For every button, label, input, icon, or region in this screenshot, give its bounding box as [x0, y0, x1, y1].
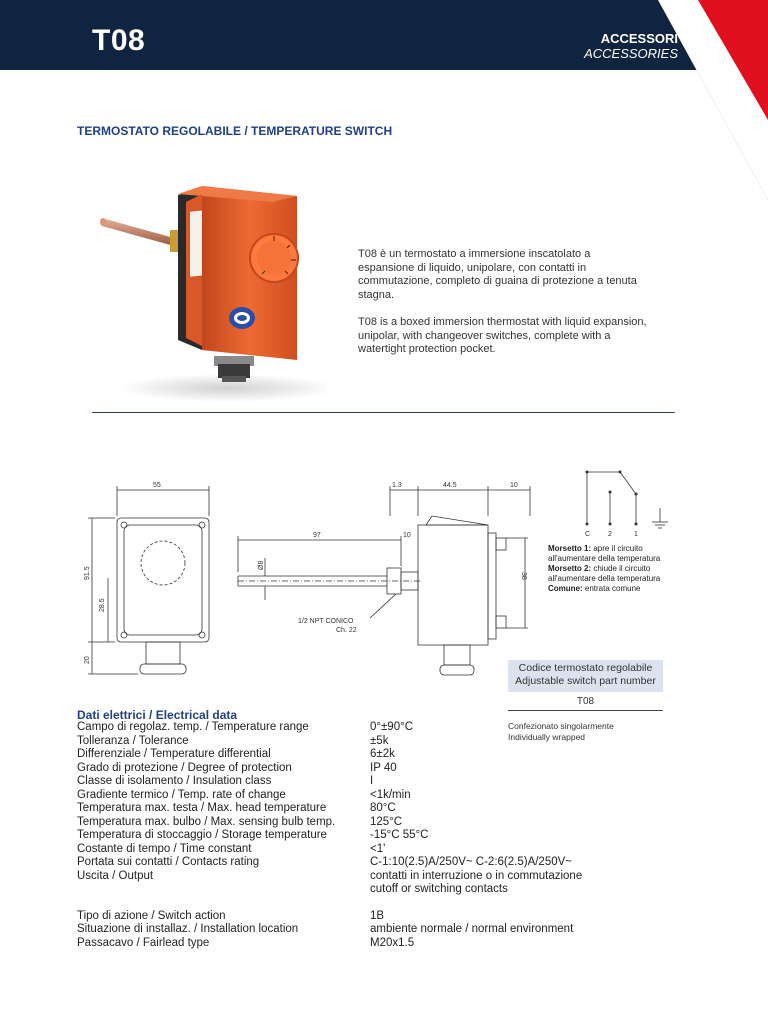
specs-table: [77, 721, 597, 950]
legend-m1-label: Morsetto 1:: [548, 544, 592, 553]
spec-value: C-1:10(2.5)A/250V~ C-2:6(2.5)A/250V~: [370, 856, 573, 868]
spec-value: contatti in interruzione o in commutazione cutoff or switching contacts: [370, 869, 583, 895]
dim-side-2: 44.5: [443, 482, 457, 489]
dim-front-bottom: 20: [84, 656, 91, 664]
spec-row: [77, 762, 597, 776]
spec-label: Temperatura max. testa / Max. head temperature: [77, 802, 327, 814]
product-title: TERMOSTATO REGOLABILE / TEMPERATURE SWITCH: [77, 124, 393, 138]
description-it: T08 è un termostato a immersione inscatolato a espansione di liquido, unipolare, con contatti in commutazione, completo di guaina di protezione a tenuta stagna.: [358, 248, 637, 301]
spec-label: Campo di regolaz. temp. / Temperature range: [77, 721, 309, 733]
wrench-label: Ch. 22: [336, 627, 357, 634]
spec-label: Portata sui contatti / Contacts rating: [77, 856, 260, 868]
corner-decoration: [658, 0, 768, 200]
spec-value: ±5k: [370, 734, 389, 747]
spec-label: Tipo di azione / Switch action: [77, 909, 226, 922]
spec-label: Costante di tempo / Time constant: [77, 842, 252, 855]
spec-value: <1': [370, 842, 386, 855]
spec-row: [77, 923, 597, 937]
spec-label: Classe di isolamento / Insulation class: [77, 775, 272, 787]
category-it: ACCESSORI: [600, 31, 678, 46]
dim-front-width: 55: [153, 482, 161, 489]
spec-value: 125°C: [370, 815, 403, 828]
specs-title: Dati elettrici / Electrical data: [77, 708, 238, 722]
product-code: T08: [92, 24, 146, 57]
dim-side-height: 38: [520, 572, 527, 580]
legend-m1-text: apre il circuito all'aumentare della temperatura: [548, 544, 661, 563]
spec-row: [77, 735, 597, 749]
spec-row: [77, 829, 597, 843]
part-number-value: T08: [576, 696, 595, 707]
part-number-divider: [508, 710, 663, 711]
spec-row: [77, 856, 597, 870]
description: [358, 248, 648, 371]
spec-row: [77, 843, 597, 857]
dim-side-3: 10: [510, 482, 518, 489]
spec-value: IP 40: [370, 761, 397, 774]
spec-row: [77, 816, 597, 830]
spec-label: Uscita / Output: [77, 869, 154, 882]
spec-label: Grado di protezione / Degree of protection: [77, 761, 292, 774]
spec-row: [77, 870, 597, 897]
dim-bulb-diameter: Ø8: [258, 560, 265, 570]
dim-bulb-length: 97: [313, 532, 321, 539]
spec-label: Passacavo / Fairlead type: [77, 936, 210, 949]
spec-label: Temperatura di stoccaggio / Storage temperature: [77, 829, 327, 841]
legend-common-text: entrata comune: [582, 584, 641, 593]
packaging-note-it: Confezionato singolarmente: [508, 721, 614, 731]
spec-value: <1k/min: [370, 788, 411, 801]
spec-row: [77, 721, 597, 735]
spec-label: Gradiente termico / Temp. rate of change: [77, 788, 286, 801]
dim-bulb-offset: 10: [403, 532, 411, 539]
part-number-header: Codice termostato regolabile Adjustable switch part number: [508, 660, 663, 692]
section-divider: [92, 412, 675, 413]
thermostat-photo: [92, 150, 327, 410]
legend-m2-text: chiude il circuito all'aumentare della temperatura: [548, 564, 661, 583]
terminal-1: 1: [634, 531, 638, 538]
spec-row: [77, 775, 597, 789]
spec-value: 80°C: [370, 802, 396, 814]
terminal-legend: [548, 544, 673, 594]
spec-row: [77, 910, 597, 924]
spec-value: I: [370, 775, 374, 787]
spec-value: 6±2k: [370, 748, 395, 760]
legend-common-label: Comune:: [548, 584, 583, 593]
thread-label: 1/2 NPT CONICO: [298, 618, 354, 625]
dim-side-1: 1.3: [392, 482, 402, 489]
spec-row: [77, 748, 597, 762]
spec-label: Tolleranza / Tolerance: [77, 734, 189, 747]
spec-value: ambiente normale / normal environment: [370, 923, 574, 935]
legend-m2-label: Morsetto 2:: [548, 564, 592, 573]
terminal-c: C: [585, 531, 591, 538]
category-en: ACCESSORIES: [584, 46, 678, 61]
spec-row: [77, 937, 597, 951]
spec-label: Situazione di installaz. / Installation location: [77, 923, 299, 935]
dim-inner-height: 28.5: [99, 598, 106, 612]
dim-front-height: 91.5: [84, 566, 91, 580]
spec-value: 1B: [370, 909, 385, 922]
terminal-2: 2: [608, 531, 612, 538]
spec-value: M20x1.5: [370, 936, 415, 949]
spec-row: [77, 789, 597, 803]
spec-value: -15°C 55°C: [370, 829, 429, 841]
spec-value: 0°±90°C: [370, 721, 414, 733]
packaging-note-en: Individually wrapped: [508, 732, 586, 742]
spec-row: [77, 802, 597, 816]
page-header: [0, 0, 768, 70]
spec-label: Differenziale / Temperature differential: [77, 748, 271, 760]
spec-label: Temperatura max. bulbo / Max. sensing bulb temp.: [77, 815, 336, 828]
description-en: T08 is a boxed immersion thermostat with liquid expansion, unipolar, with changeover switches, complete with a watertight protection pocket.: [358, 316, 647, 355]
